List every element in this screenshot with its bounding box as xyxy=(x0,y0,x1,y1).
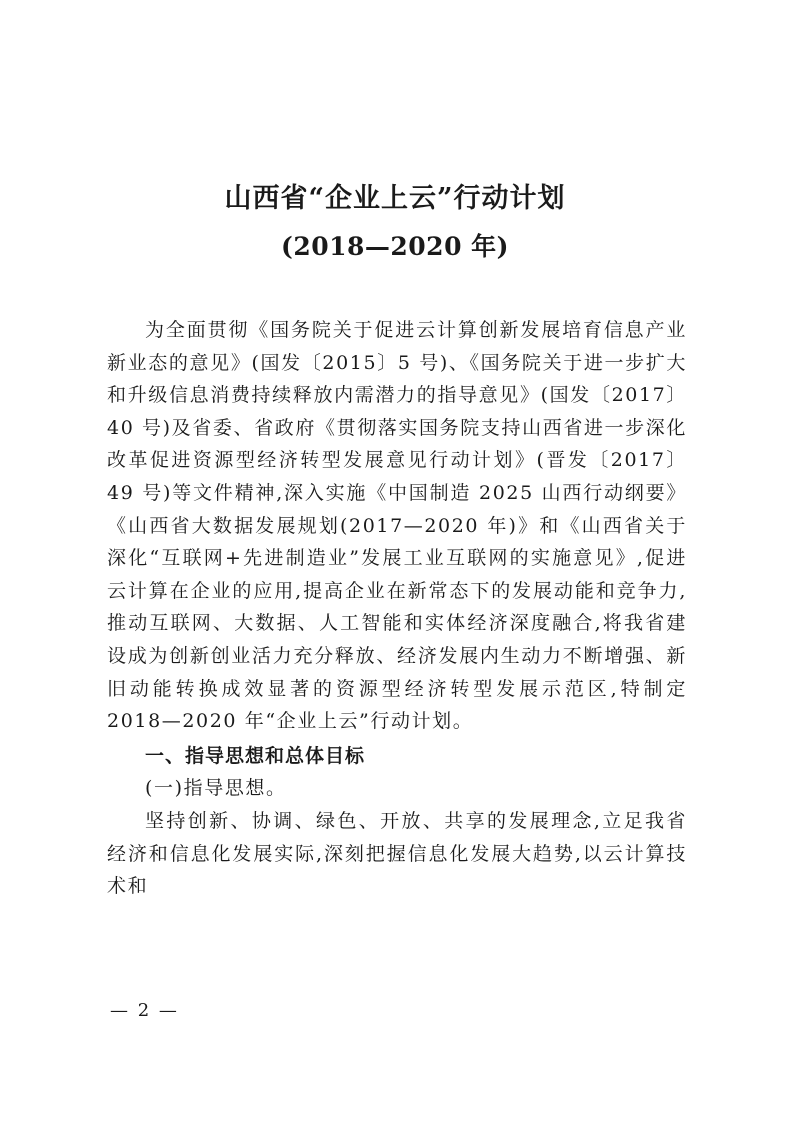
guiding-paragraph: 坚持创新、协调、绿色、开放、共享的发展理念,立足我省经济和信息化发展实际,深刻把握信息化发展大趋势,以云计算技术和 xyxy=(107,809,687,898)
intro-paragraph: 为全面贯彻《国务院关于促进云计算创新发展培育信息产业新业态的意见》(国发〔2015〕5 号)、《国务院关于进一步扩大和升级信息消费持续释放内需潜力的指导意见》(国发〔2017〕40 号)及省委、省政府《贯彻落实国务院支持山西省进一步深化改革促进资源型经济转型发展意见行动计划》(晋发〔2017〕49 号)等文件精神,深入实施《中国制造 2025 山西行动纲要》《山西省大数据发展规划(2017—2020 年)》和《山西省关于深化“互联网+先进制造业”发展工业互联网的实施意见》,促进云计算在企业的应用,提高企业在新常态下的发展动能和竞争力,推动互联网、大数据、人工智能和实体经济深度融合,将我省建设成为创新创业活力充分释放、经济发展内生动力不断增强、新旧动能转换成效显著的资源型经济转型发展示范区,特制定 2018—2020 年“企业上云”行动计划。 xyxy=(107,319,687,733)
page-number: — 2 — xyxy=(110,1000,179,1021)
document-title: 山西省“企业上云”行动计划 xyxy=(224,183,566,214)
document-subtitle: (2018—2020 年) xyxy=(280,232,510,261)
subsection-heading: (一)指导思想。 xyxy=(145,777,287,800)
section-heading: 一、指导思想和总体目标 xyxy=(145,744,366,767)
document-body xyxy=(107,314,687,903)
